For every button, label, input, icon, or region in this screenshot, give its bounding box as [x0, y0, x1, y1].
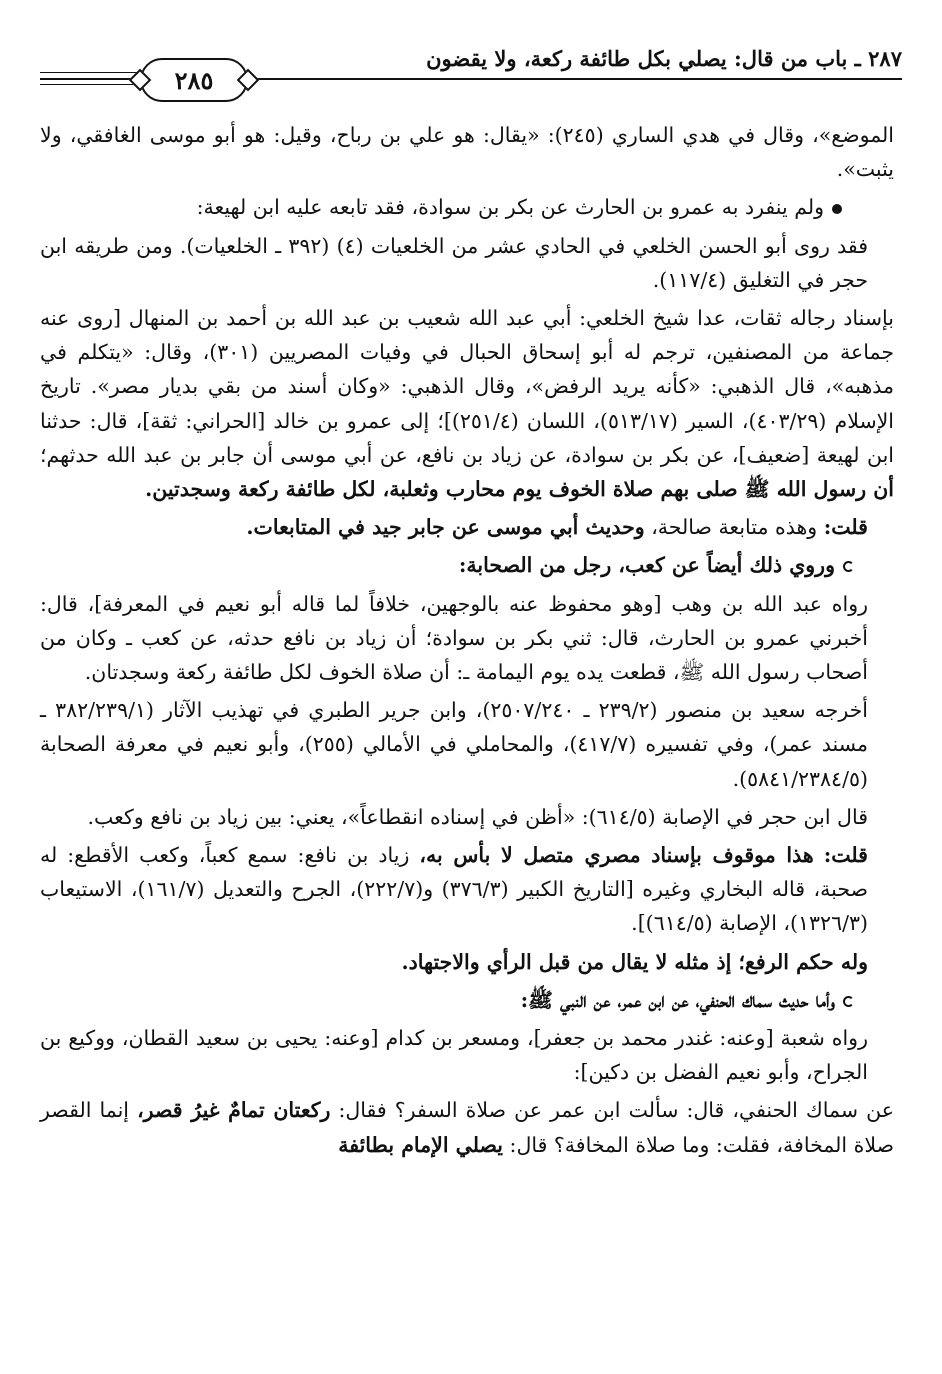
paragraph: وله حكم الرفع؛ إذ مثله لا يقال من قبل الرأي والاجتهاد. [401, 949, 868, 974]
paragraph: فقد روى أبو الحسن الخلعي في الحادي عشر من الخلعيات (٤) (٣٩٢ ـ الخلعيات). ومن طريقه ابن حجر في التغليق (١١٧/٤). [40, 233, 869, 292]
paragraph-text: عن سماك الحنفي، قال: سألت ابن عمر عن صلاة السفر؟ فقال: [338, 1098, 894, 1123]
paragraph-text: وأما حديث سماك الحنفي، عن ابن عمر، عن النبي ﷺ: [520, 987, 835, 1012]
paragraph: رواه عبد الله بن وهب [وهو محفوظ عنه بالوجهين، خلافاً لما قاله أبو نعيم في المعرفة]، قال: أخبرني عمرو بن الحارث، قال: ثني بكر بن سوادة؛ أن زياد بن نافع حدثه، عن كعب ـ وكان من أصحاب رسول الله ﷺ، قطعت يده يوم اليمامة ـ: أن صلاة الخوف لكل طائفة ركعة وسجدتان. [40, 591, 868, 685]
paragraph-emphasis: وحديث أبي موسى عن جابر جيد في المتابعات. [246, 515, 645, 540]
paragraph [40, 983, 894, 1017]
page-header [40, 38, 902, 98]
chapter-title: ٢٨٧ ـ باب من قال: يصلي بكل طائفة ركعة، ولا يقضون [426, 46, 902, 71]
paragraph [40, 510, 894, 544]
paragraph-text: ولم ينفرد به عمرو بن الحارث عن بكر بن سوادة، فقد تابعه عليه ابن لهيعة: [196, 195, 824, 220]
bullet-icon [832, 204, 842, 214]
paragraph: قال ابن حجر في الإصابة (٦١٤/٥): «أظن في إسناده انقطاعاً»، يعني: بين زياد بن نافع وكعب. [87, 804, 868, 829]
paragraph-emphasis: هذا موقوف بإسناد مصري متصل لا بأس به، [419, 843, 814, 868]
hadith-text: أن رسول الله ﷺ صلى بهم صلاة الخوف يوم محارب وثعلبة، لكل طائفة ركعة وسجدتين. [145, 477, 894, 502]
paragraph-text: إنما القصر صلاة المخافة، فقلت: وما صلاة المخافة؟ قال: [40, 1098, 894, 1157]
paragraph: الموضع»، وقال في هدي الساري (٢٤٥): «يقال: هو علي بن رباح، وقيل: هو أبو موسى الغافقي، ولا يثبت». [40, 123, 894, 182]
paragraph [40, 838, 894, 941]
section-marker-icon [843, 561, 854, 572]
hadith-text: ركعتان تمامٌ غيرُ قصر، [137, 1098, 331, 1123]
paragraph-label: قلت: [823, 843, 868, 868]
paragraph-text: بإسناد رجاله ثقات، عدا شيخ الخلعي: أبي عبد الله شعيب بن عبد الله بن أحمد بن المنهال [روى عنه جماعة من المصنفين، ترجم له أبو إسحاق الحبال في وفيات المصريين (٣٠١)، وقال: «يتكلم في مذهبه»، قال الذهبي: «كأنه يريد الرفض»، وقال الذهبي: «وكان أسند من بقي بديار مصر». تاريخ الإسلام (٤٠٣/٢٩)، السير (٥١٣/١٧)، اللسان (٢٥١/٤)]؛ إلى عمرو بن خالد [الحراني: ثقة]، قال: حدثنا ابن لهيعة [ضعيف]، عن بكر بن سوادة، عن زياد بن نافع، عن أبي موسى أن جابر بن عبد الله حدثهم؛ [40, 306, 895, 467]
paragraph: رواه شعبة [وعنه: غندر محمد بن جعفر]، ومسعر بن كدام [وعنه: يحيى بن سعيد القطان، ووكيع بن الجراح، وأبو نعيم الفضل بن دكين]: [40, 1026, 868, 1085]
paragraph [40, 1093, 894, 1161]
paragraph-label: قلت: [823, 515, 868, 540]
hadith-text: يصلي الإمام بطائفة [338, 1132, 504, 1157]
paragraph: أخرجه سعيد بن منصور (٢٣٩/٢ ـ ٢٥٠٧/٢٤٠)، وابن جرير الطبري في تهذيب الآثار (٣٨٢/٢٣٩/١ ـ مسند عمر)، وفي تفسيره (٤١٧/٧)، والمحاملي في الأمالي (٢٥٥)، وأبو نعيم في معرفة الصحابة (٥٨٤١/٢٣٨٤/٥). [40, 698, 868, 791]
page-number: ٢٨٥ [140, 58, 248, 102]
paragraph [40, 548, 894, 582]
paragraph [40, 190, 894, 224]
paragraph-text: وهذه متابعة صالحة، [651, 515, 818, 540]
paragraph [40, 301, 894, 506]
paragraph-text: وروي ذلك أيضاً عن كعب، رجل من الصحابة: [458, 553, 835, 578]
section-marker-icon [843, 996, 854, 1007]
page-body [40, 118, 894, 1166]
paragraph-text: زياد بن نافع: سمع كعباً، وكعب الأقطع: له صحبة، قاله البخاري وغيره [التاريخ الكبير (٣٧٦/٣) و(٢٢٢/٧)، الجرح والتعديل (١٦١/٧)، الاستيعاب (١٣٢٦/٣)، الإصابة (٦١٤/٥)]. [40, 843, 868, 936]
